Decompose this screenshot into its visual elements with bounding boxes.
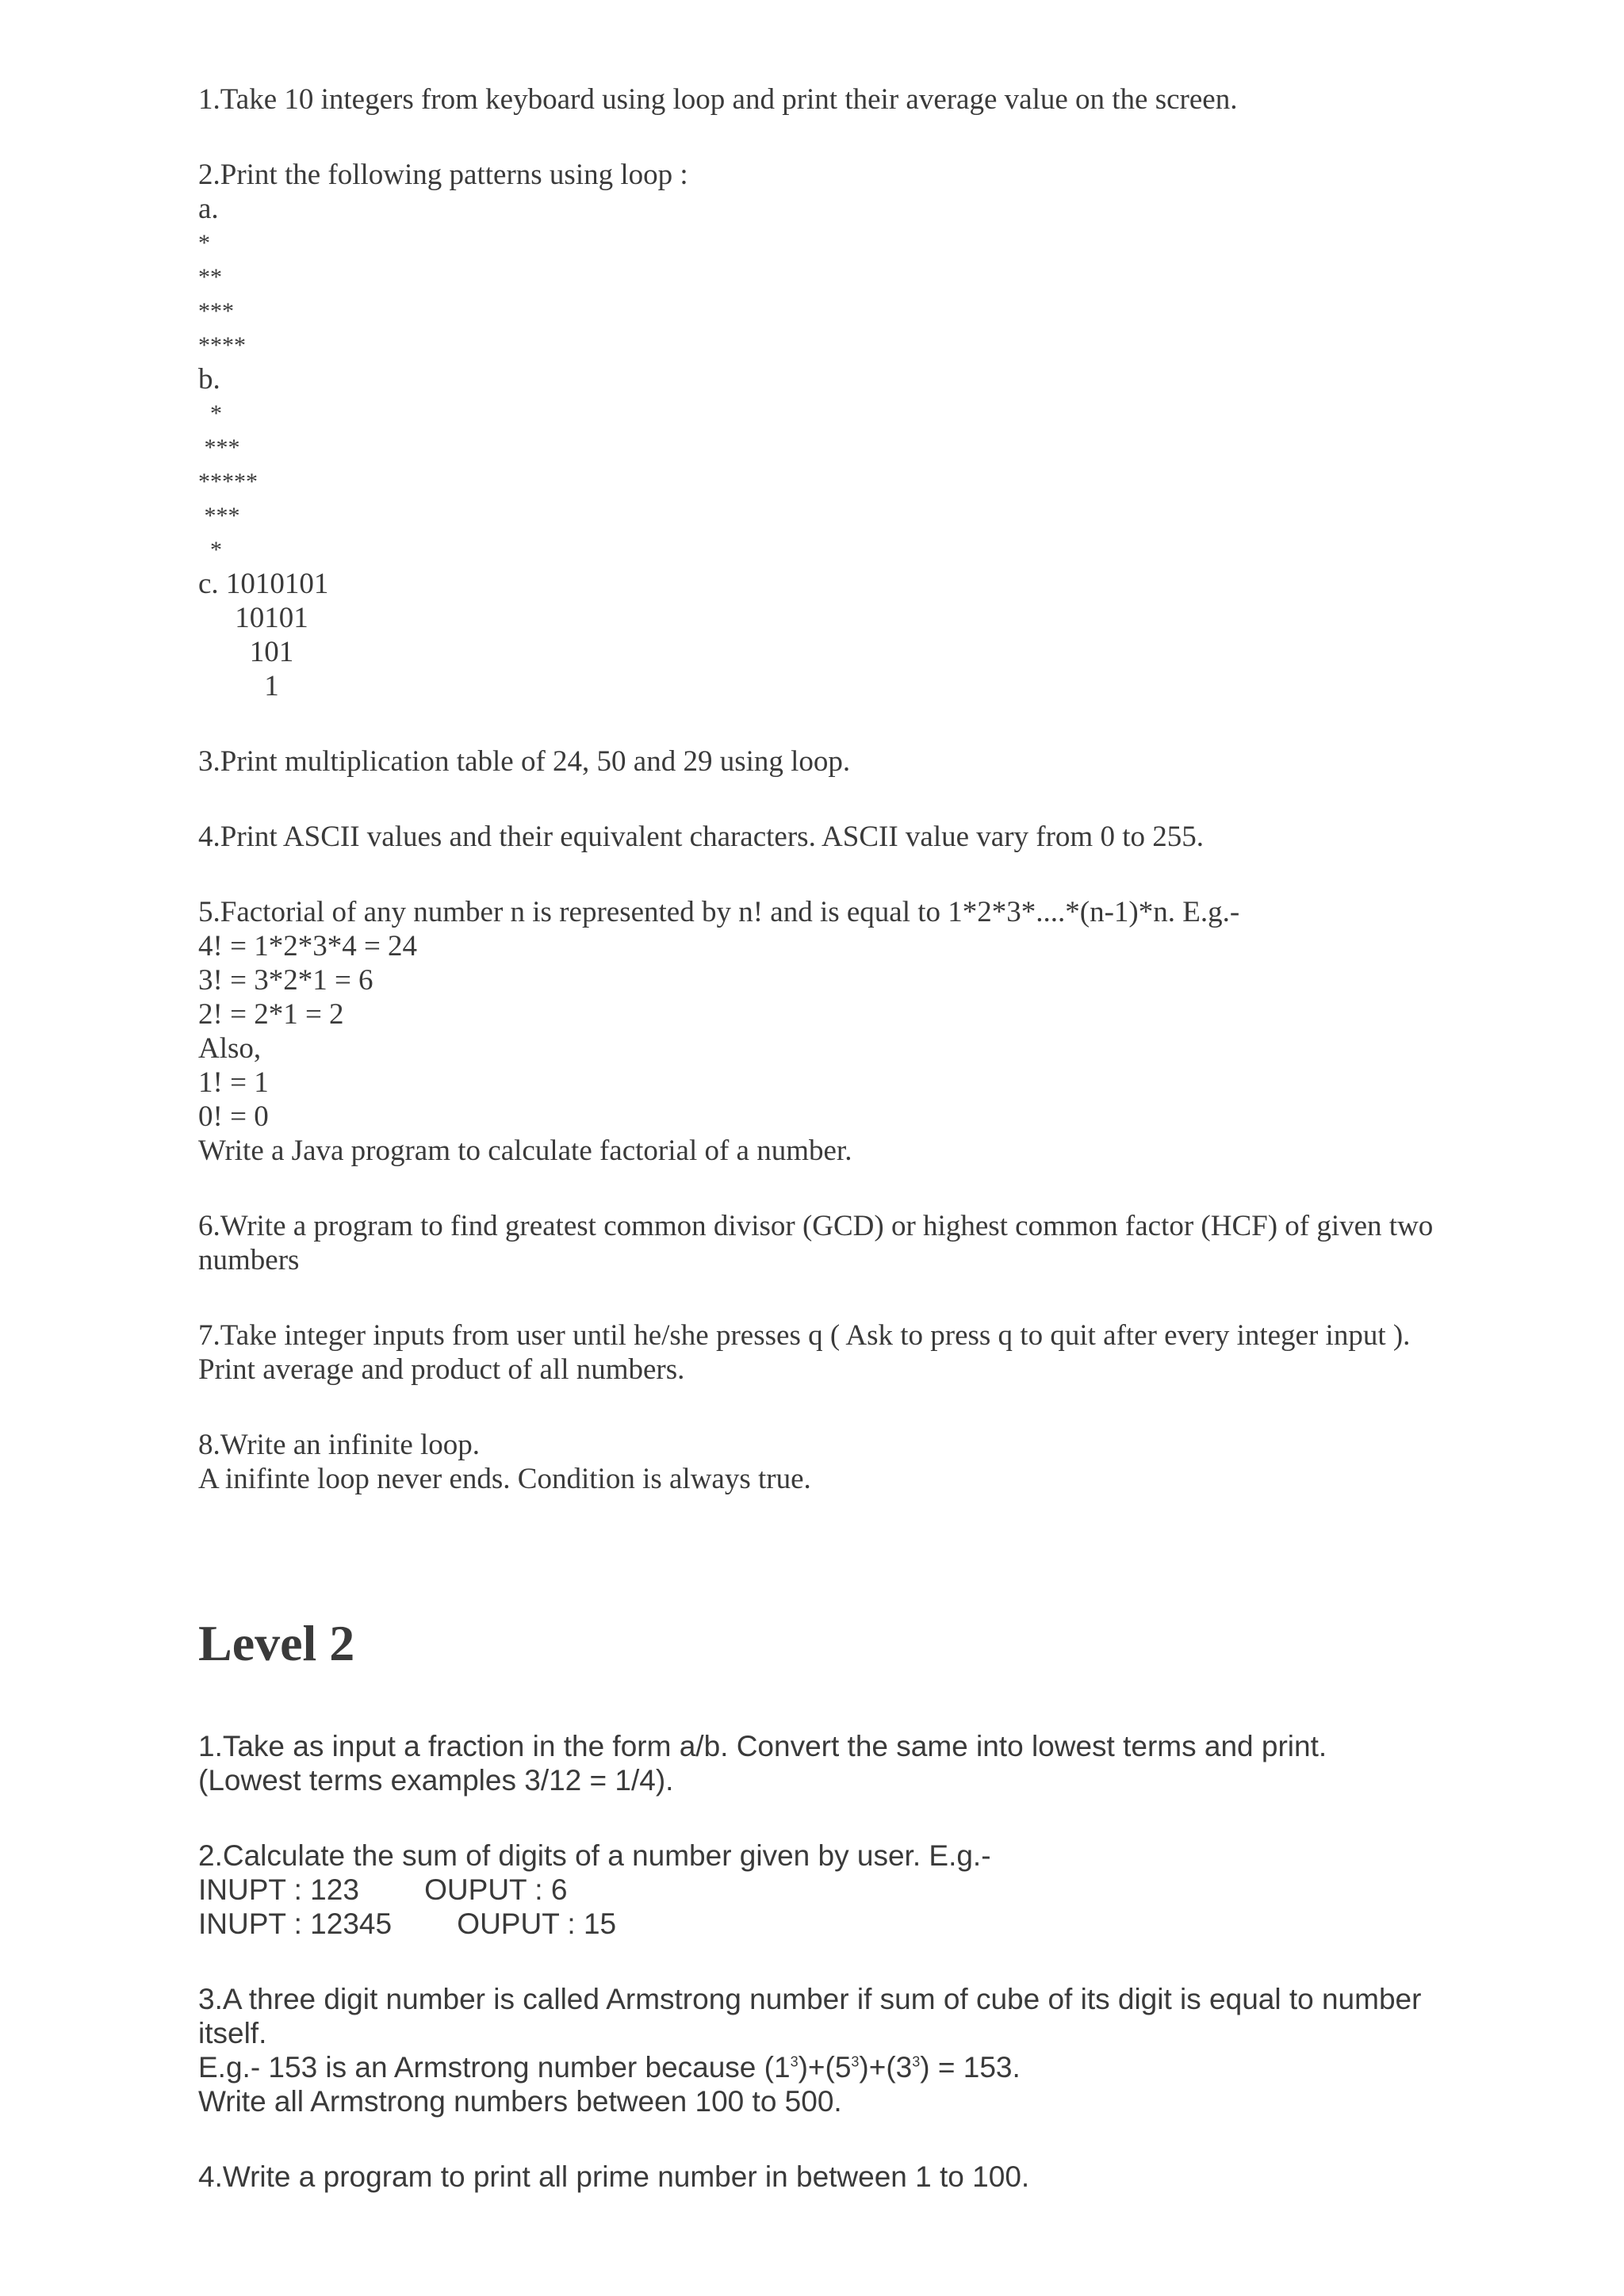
- question-title: 2.Print the following patterns using loop :: [198, 159, 688, 191]
- level1-question-5: [198, 895, 1435, 1168]
- question-text: 7.Take integer inputs from user until he/she presses q ( Ask to press q to quit after every integer input ). Print average and product of all numbers.: [198, 1319, 1411, 1386]
- pattern-c-line: c. 1010101: [198, 568, 329, 600]
- level1-question-2: [198, 158, 1435, 703]
- level2-question-2: [198, 1839, 1435, 1941]
- level2-question-1: [198, 1729, 1435, 1797]
- text-segment: )+(5: [798, 2051, 852, 2084]
- exponent: 3: [851, 2053, 860, 2070]
- level2-question-3: [198, 1982, 1435, 2118]
- exponent: 3: [912, 2053, 921, 2070]
- question-line: A inifinte loop never ends. Condition is always true.: [198, 1463, 811, 1495]
- pattern-c-line: 1: [198, 670, 279, 702]
- question-line: 5.Factorial of any number n is represented by n! and is equal to 1*2*3*....*(n-1)*n. E.g.-: [198, 896, 1240, 928]
- question-text: 4.Write a program to print all prime number in between 1 to 100.: [198, 2160, 1030, 2193]
- pattern-a-line: *: [198, 230, 210, 256]
- question-line: 2! = 2*1 = 2: [198, 998, 344, 1031]
- question-text: 3.Print multiplication table of 24, 50 and 29 using loop.: [198, 745, 851, 778]
- example-line: [198, 2050, 1435, 2084]
- text-segment: E.g.- 153 is an Armstrong number because (1: [198, 2051, 791, 2084]
- level1-question-6: [198, 1209, 1435, 1277]
- level-2-heading: Level 2: [198, 1615, 355, 1671]
- question-line: 4! = 1*2*3*4 = 24: [198, 930, 418, 962]
- pattern-a-line: ****: [198, 332, 246, 358]
- question-line: Write a Java program to calculate factorial of a number.: [198, 1135, 852, 1167]
- text-segment: ) = 153.: [920, 2051, 1021, 2084]
- example-line: INUPT : 123 OUPUT : 6: [198, 1873, 568, 1906]
- question-line: Write all Armstrong numbers between 100 to 500.: [198, 2085, 842, 2118]
- question-line: 2.Calculate the sum of digits of a number given by user. E.g.-: [198, 1839, 991, 1872]
- text-segment: )+(3: [859, 2051, 913, 2084]
- question-line: Also,: [198, 1032, 262, 1065]
- level1-question-4: [198, 820, 1435, 854]
- question-text: 1.Take as input a fraction in the form a/b. Convert the same into lowest terms and print. (Lowest terms examples 3/12 = 1/4).: [198, 1730, 1327, 1797]
- level2-question-4: [198, 2160, 1435, 2194]
- pattern-c-line: 10101: [198, 602, 308, 634]
- pattern-b-label: b.: [198, 363, 220, 396]
- pattern-b-line: ***: [198, 503, 240, 529]
- level1-question-8: [198, 1428, 1435, 1496]
- pattern-a-label: a.: [198, 193, 219, 225]
- level1-question-3: [198, 744, 1435, 779]
- question-text: 4.Print ASCII values and their equivalent characters. ASCII value vary from 0 to 255.: [198, 821, 1204, 853]
- pattern-b-line: *: [198, 537, 222, 563]
- example-line: INUPT : 12345 OUPUT : 15: [198, 1908, 617, 1940]
- pattern-a-line: **: [198, 264, 222, 290]
- pattern-b-line: *****: [198, 469, 258, 495]
- level1-question-1: [198, 82, 1435, 117]
- pattern-b-line: ***: [198, 434, 240, 461]
- question-line: 1! = 1: [198, 1066, 269, 1099]
- question-line: 3! = 3*2*1 = 6: [198, 964, 373, 997]
- document-page: [198, 82, 1435, 2235]
- pattern-a-line: ***: [198, 298, 234, 324]
- question-line: 0! = 0: [198, 1100, 269, 1133]
- level1-question-7: [198, 1318, 1435, 1387]
- question-line: 8.Write an infinite loop.: [198, 1429, 481, 1461]
- question-text: 1.Take 10 integers from keyboard using loop and print their average value on the screen.: [198, 83, 1238, 116]
- question-text: 6.Write a program to find greatest common divisor (GCD) or highest common factor (HCF) of given two numbers: [198, 1210, 1434, 1276]
- exponent: 3: [790, 2053, 799, 2070]
- question-line: 3.A three digit number is called Armstrong number if sum of cube of its digit is equal to number itself.: [198, 1983, 1422, 2049]
- pattern-b-line: *: [198, 400, 222, 427]
- pattern-c-line: 101: [198, 636, 294, 668]
